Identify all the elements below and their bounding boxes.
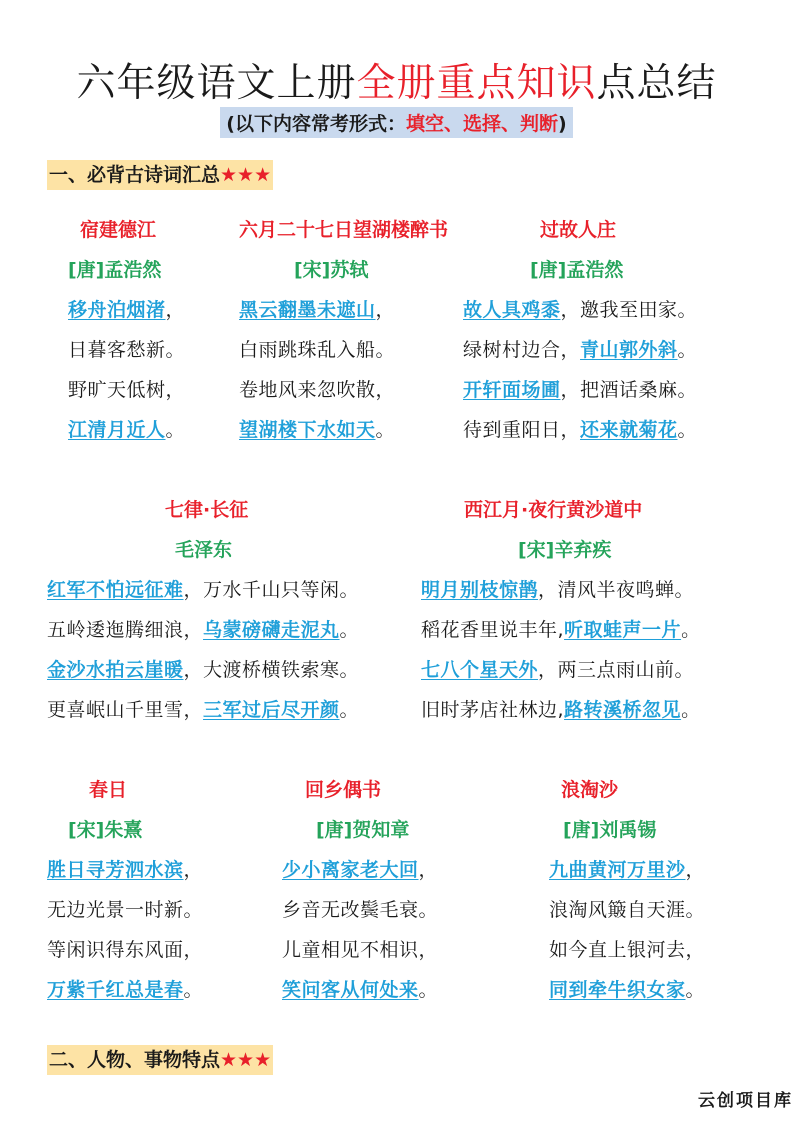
fill-blank-answer: 青山郭外斜 <box>580 339 678 361</box>
line-text: 。 <box>165 419 186 441</box>
title-part1: 六年级语文上册 <box>76 61 357 106</box>
line-text: ， <box>165 299 186 321</box>
poem-title: 宿建德江 <box>80 219 157 241</box>
line-text: ，大渡桥横铁索寒。 <box>183 659 360 681</box>
subtitle-row <box>0 107 793 138</box>
line-text: ， <box>685 859 706 881</box>
fill-blank-answer: 听取蛙声一片 <box>564 619 682 641</box>
fill-blank-answer: 三军过后尽开颜 <box>203 699 340 721</box>
fill-blank-answer: 还来就菊花 <box>580 419 678 441</box>
line-text: ， <box>375 299 396 321</box>
line-text: ，邀我至田家。 <box>560 299 698 321</box>
poem-line <box>68 375 185 402</box>
poem-line <box>282 855 438 882</box>
poem-line <box>47 895 203 922</box>
line-text: 如今直上银河去， <box>549 939 706 961</box>
line-text: 儿童相见不相识， <box>282 939 439 961</box>
fill-blank-answer: 江清月近人 <box>68 419 166 441</box>
line-text: 等闲识得东风面， <box>47 939 204 961</box>
subtitle-box <box>220 107 572 138</box>
subtitle-types: 填空、选择、判断 <box>405 113 558 135</box>
title-part2: 点总结 <box>596 61 717 106</box>
fill-blank-answer: 明月别枝惊鹊 <box>421 579 539 601</box>
poem-line <box>47 855 203 882</box>
poem-line <box>282 935 438 962</box>
line-text: 。 <box>677 419 698 441</box>
line-text: 乡音无改鬓毛衰。 <box>282 899 439 921</box>
fill-blank-answer: 红军不怕远征难 <box>47 579 184 601</box>
poem-author: [宋]辛弃疾 <box>518 539 612 561</box>
poem-title: 浪淘沙 <box>561 779 619 801</box>
poem-line <box>421 575 694 602</box>
line-text: 五岭逶迤腾细浪， <box>47 619 204 641</box>
line-text: 旧时茅店社林边, <box>421 699 565 721</box>
poem-line <box>463 415 697 442</box>
poem-line <box>239 335 395 362</box>
line-text: ，把酒话桑麻。 <box>560 379 698 401</box>
poem-line <box>239 375 395 402</box>
line-text: 绿树村边合， <box>463 339 581 361</box>
fill-blank-answer: 金沙水拍云崖暖 <box>47 659 184 681</box>
section-label: 一、必背古诗词汇总 <box>49 164 221 186</box>
fill-blank-answer: 望湖楼下水如天 <box>239 419 376 441</box>
fill-blank-answer: 黑云翻墨未遮山 <box>239 299 376 321</box>
poem-line <box>463 295 697 322</box>
line-text: 。 <box>418 979 439 1001</box>
line-text: 。 <box>685 979 706 1001</box>
poem-line <box>282 895 438 922</box>
poem-title: 六月二十七日望湖楼醉书 <box>239 219 449 241</box>
line-text: 野旷天低树， <box>68 379 186 401</box>
poem-line <box>549 855 705 882</box>
subtitle-close: ) <box>558 113 567 135</box>
fill-blank-answer: 九曲黄河万里沙 <box>549 859 686 881</box>
fill-blank-answer: 开轩面场圃 <box>463 379 561 401</box>
poem-line <box>421 615 701 642</box>
line-text: 。 <box>339 699 360 721</box>
title-highlight: 全册重点知识 <box>356 61 597 106</box>
poem-author: [宋]朱熹 <box>68 819 143 841</box>
poem-title: 西江月·夜行黄沙道中 <box>464 499 643 521</box>
line-text: 无边光景一时新。 <box>47 899 204 921</box>
fill-blank-answer: 移舟泊烟渚 <box>68 299 166 321</box>
line-text: 白雨跳珠乱入船。 <box>239 339 396 361</box>
poem-line <box>47 655 359 682</box>
fill-blank-answer: 乌蒙磅礴走泥丸 <box>203 619 340 641</box>
poem-author: [唐]孟浩然 <box>68 259 162 281</box>
footer-brand: 云创项目库 <box>698 1091 793 1111</box>
poem-author: [宋]苏轼 <box>294 259 369 281</box>
line-text: 。 <box>677 339 698 361</box>
poem-line <box>421 695 701 722</box>
line-text: 卷地风来忽吹散， <box>239 379 396 401</box>
fill-blank-answer: 笑问客从何处来 <box>282 979 419 1001</box>
poem-line <box>282 975 438 1002</box>
line-text: 稻花香里说丰年, <box>421 619 565 641</box>
section-heading-characters <box>47 1045 273 1075</box>
poem-author: 毛泽东 <box>175 539 233 561</box>
fill-blank-answer: 万紫千红总是春 <box>47 979 184 1001</box>
star-icons: ★★★ <box>220 1049 272 1071</box>
line-text: 待到重阳日， <box>463 419 581 441</box>
fill-blank-answer: 同到牵牛织女家 <box>549 979 686 1001</box>
fill-blank-answer: 七八个星天外 <box>421 659 539 681</box>
poem-author: [唐]刘禹锡 <box>563 819 657 841</box>
line-text: 。 <box>339 619 360 641</box>
poem-author: [唐]贺知章 <box>316 819 410 841</box>
line-text: 。 <box>183 979 204 1001</box>
poem-line <box>47 975 203 1002</box>
fill-blank-answer: 少小离家老大回 <box>282 859 419 881</box>
poem-line <box>463 375 697 402</box>
line-text: 。 <box>681 699 701 721</box>
poem-title: 过故人庄 <box>540 219 617 241</box>
poem-line <box>421 655 694 682</box>
section-label: 二、人物、事物特点 <box>49 1049 221 1071</box>
poem-line <box>68 415 185 442</box>
poem-line <box>47 695 359 722</box>
poem-line <box>549 935 705 962</box>
poem-line <box>47 615 359 642</box>
line-text: 浪淘风簸自天涯。 <box>549 899 706 921</box>
line-text: 日暮客愁新。 <box>68 339 186 361</box>
poem-line <box>463 335 697 362</box>
page-title <box>0 52 793 108</box>
fill-blank-answer: 故人具鸡黍 <box>463 299 561 321</box>
poem-line <box>239 295 395 322</box>
fill-blank-answer: 路转溪桥忽见 <box>564 699 682 721</box>
line-text: ， <box>183 859 204 881</box>
poem-title: 回乡偶书 <box>305 779 382 801</box>
poem-line <box>549 975 705 1002</box>
poem-line <box>68 335 185 362</box>
star-icons: ★★★ <box>220 164 272 186</box>
poem-line <box>47 575 359 602</box>
poem-line <box>47 935 203 962</box>
subtitle-open: (以下内容常考形式： <box>226 113 406 135</box>
line-text: ，万水千山只等闲。 <box>183 579 360 601</box>
fill-blank-answer: 胜日寻芳泗水滨 <box>47 859 184 881</box>
line-text: ，清风半夜鸣蝉。 <box>538 579 695 601</box>
line-text: 。 <box>681 619 701 641</box>
poem-line <box>549 895 705 922</box>
line-text: ， <box>418 859 439 881</box>
poem-line <box>239 415 395 442</box>
line-text: 。 <box>375 419 396 441</box>
poem-title: 七律·长征 <box>165 499 249 521</box>
poem-author: [唐]孟浩然 <box>530 259 624 281</box>
line-text: 更喜岷山千里雪， <box>47 699 204 721</box>
line-text: ，两三点雨山前。 <box>538 659 695 681</box>
poem-line <box>68 295 185 322</box>
section-heading-poems <box>47 160 273 190</box>
poem-title: 春日 <box>89 779 128 801</box>
